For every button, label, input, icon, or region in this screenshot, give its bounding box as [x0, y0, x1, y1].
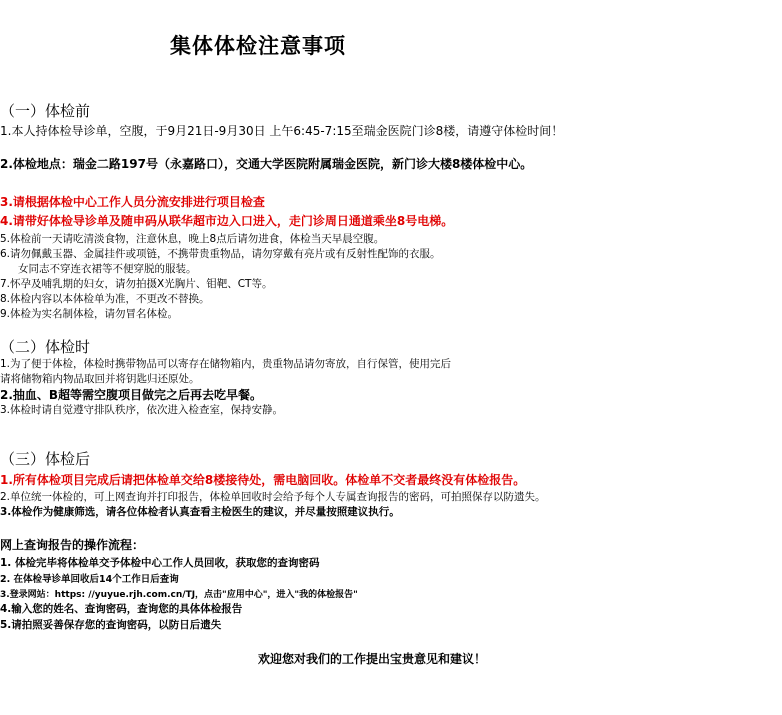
list-item: 2.体检地点：瑞金二路197号（永嘉路口），交通大学医院附属瑞金医院，新门诊大楼8楼体检中心。	[0, 157, 533, 171]
list-item: 1.所有体检项目完成后请把体检单交给8楼接待处，需电脑回收。体检单不交者最终没有体检报告。	[0, 473, 526, 487]
list-item: 4.请带好体检导诊单及随申码从联华超市边入口进入，走门诊周日通道乘坐8号电梯。	[0, 214, 454, 228]
page-title: 集体体检注意事项	[170, 34, 346, 58]
list-item: 3.登录网站：https: //yuyue.rjh.com.cn/TJ，点击"应用中心"，进入"我的体检报告"	[0, 590, 358, 600]
section-heading: 网上查询报告的操作流程：	[0, 538, 145, 552]
list-item: 女同志不穿连衣裙等不便穿脱的服装。	[18, 263, 197, 275]
list-item: 1.为了便于体检，体检时携带物品可以寄存在储物箱内，贵重物品请勿寄放，自行保管，使用完后	[0, 358, 452, 370]
list-item: 3.请根据体检中心工作人员分流安排进行项目检查	[0, 195, 265, 209]
list-item: 8.体检内容以本体检单为准，不更改不替换。	[0, 293, 210, 305]
list-item: 2.单位统一体检的，可上网查询并打印报告，体检单回收时会给予每个人专属查询报告的密码，可拍照保存以防遗失。	[0, 491, 546, 503]
section-heading: （三）体检后	[0, 450, 91, 468]
list-item: 2. 在体检导诊单回收后14个工作日后查询	[0, 574, 179, 585]
list-item: 4.输入您的姓名、查询密码，查询您的具体体检报告	[0, 603, 243, 615]
list-item: 3.体检时请自觉遵守排队秩序，依次进入检查室，保持安静。	[0, 404, 284, 416]
list-item: 5.体检前一天请吃清淡食物，注意休息，晚上8点后请勿进食，体检当天早晨空腹。	[0, 233, 385, 245]
list-item: 2.抽血、B超等需空腹项目做完之后再去吃早餐。	[0, 388, 263, 402]
list-item: 7.怀孕及哺乳期的妇女，请勿拍摄X光胸片、钼靶、CT等。	[0, 278, 273, 290]
section-heading: （一）体检前	[0, 102, 91, 120]
closing-note: 欢迎您对我们的工作提出宝贵意见和建议！	[258, 652, 487, 666]
list-item: 9.体检为实名制体检，请勿冒名体检。	[0, 308, 179, 320]
list-item: 1.本人持体检导诊单，空腹，于9月21日-9月30日 上午6:45-7:15至瑞金医院门诊8楼，请遵守体检时间！	[0, 124, 564, 138]
list-item: 请将储物箱内物品取回并将钥匙归还原处。	[0, 373, 200, 385]
list-item: 6.请勿佩戴玉器、金属挂件或项链，不携带贵重物品，请勿穿戴有亮片或有反射性配饰的衣服。	[0, 248, 441, 260]
section-heading: （二）体检时	[0, 338, 91, 356]
list-item: 1. 体检完毕将体检单交予体检中心工作人员回收，获取您的查询密码	[0, 557, 320, 569]
list-item: 5.请拍照妥善保存您的查询密码，以防日后遗失	[0, 619, 222, 631]
list-item: 3.体检作为健康筛选，请各位体检者认真查看主检医生的建议，并尽量按照建议执行。	[0, 506, 400, 518]
